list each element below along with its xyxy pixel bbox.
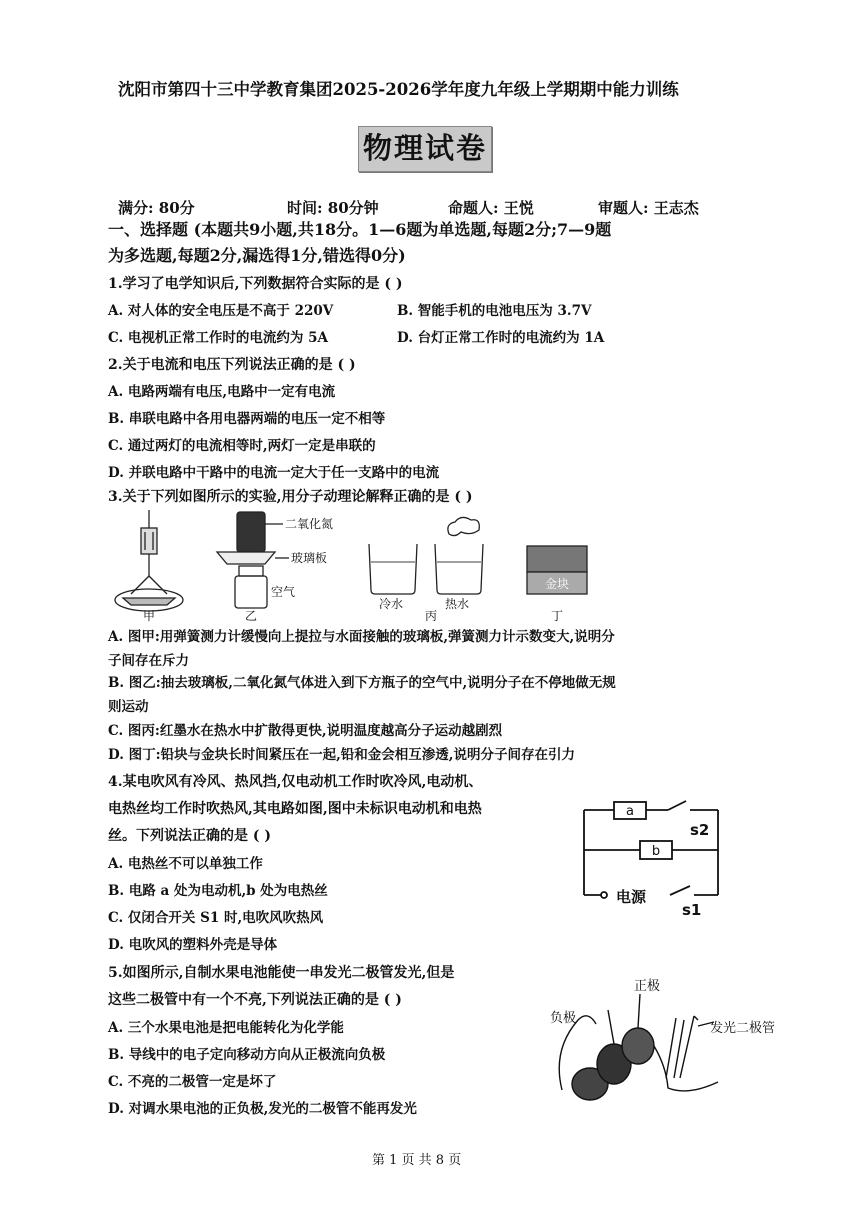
q2-option-a: A. 电路两端有电压,电路中一定有电流 xyxy=(108,384,336,400)
q4-option-a: A. 电热丝不可以单独工作 xyxy=(108,856,263,872)
label-yi: 乙 xyxy=(244,609,258,623)
q1-option-d: D. 台灯正常工作时的电流约为 1A xyxy=(397,330,605,346)
circuit-label-b: b xyxy=(651,844,661,859)
q4-stem-line1: 4.某电吹风有冷风、热风挡,仅电动机工作时吹冷风,电动机、 xyxy=(108,774,483,790)
label-bing: 丙 xyxy=(424,609,438,623)
label-no2: 二氧化氮 xyxy=(285,517,334,531)
q5-stem-line1: 5.如图所示,自制水果电池能使一串发光二极管发光,但是 xyxy=(108,965,455,981)
q4-circuit-diagram xyxy=(578,795,738,920)
q5-stem-line2: 这些二极管中有一个不亮,下列说法正确的是 ( ) xyxy=(108,992,402,1008)
question-reviewer: 审题人: 王志杰 xyxy=(598,199,699,217)
label-cold: 冷水 xyxy=(379,597,404,611)
q3-stem: 3.关于下列如图所示的实验,用分子动理论解释正确的是 ( ) xyxy=(108,489,473,505)
figure-bing xyxy=(369,517,483,623)
q2-stem: 2.关于电流和电压下列说法正确的是 ( ) xyxy=(108,357,356,373)
q3-option-b-line2: 则运动 xyxy=(108,699,149,715)
q3-option-a-line1: A. 图甲:用弹簧测力计缓慢向上提拉与水面接触的玻璃板,弹簧测力计示数变大,说明分 xyxy=(108,629,615,645)
figure-jia xyxy=(115,510,183,623)
q5-option-b: B. 导线中的电子定向移动方向从正极流向负极 xyxy=(108,1047,386,1063)
exam-title: 物理试卷 xyxy=(362,131,487,165)
label-jia: 甲 xyxy=(142,609,156,623)
q1-option-c: C. 电视机正常工作时的电流约为 5A xyxy=(108,330,328,346)
q3-figures xyxy=(115,510,615,623)
q2-option-b: B. 串联电路中各用电器两端的电压一定不相等 xyxy=(108,411,386,427)
q2-option-c: C. 通过两灯的电流相等时,两灯一定是串联的 xyxy=(108,438,376,454)
q2-option-d: D. 并联电路中干路中的电流一定大于任一支路中的电流 xyxy=(108,465,440,481)
q5-option-c: C. 不亮的二极管一定是坏了 xyxy=(108,1074,277,1090)
full-score: 满分: 80分 xyxy=(118,199,195,217)
q4-stem-line3: 丝。下列说法正确的是 ( ) xyxy=(108,828,271,844)
circuit-label-s1: s1 xyxy=(682,901,702,919)
exam-title-box xyxy=(358,126,492,172)
q3-option-c: C. 图丙:红墨水在热水中扩散得更快,说明温度越高分子运动越剧烈 xyxy=(108,723,503,739)
q3-option-d: D. 图丁:铅块与金块长时间紧压在一起,铅和金会相互渗透,说明分子间存在引力 xyxy=(108,747,576,763)
label-air: 空气 xyxy=(271,585,296,599)
q3-option-b-line1: B. 图乙:抽去玻璃板,二氧化氮气体进入到下方瓶子的空气中,说明分子在不停地做无规 xyxy=(108,675,616,691)
label-negative: 负极 xyxy=(550,1011,577,1026)
label-ding: 丁 xyxy=(550,609,564,623)
q3-option-a-line2: 子间存在斥力 xyxy=(108,653,189,669)
q5-option-a: A. 三个水果电池是把电能转化为化学能 xyxy=(108,1020,344,1036)
question-author: 命题人: 王悦 xyxy=(448,199,534,217)
school-header: 沈阳市第四十三中学教育集团2025-2026学年度九年级上学期期中能力训练 xyxy=(118,80,679,99)
q4-option-c: C. 仅闭合开关 S1 时,电吹风吹热风 xyxy=(108,910,324,926)
figure-ding xyxy=(527,546,587,623)
label-gold: 金块 xyxy=(544,577,570,591)
q1-option-a: A. 对人体的安全电压是不高于 220V xyxy=(108,303,334,319)
circuit-label-power: 电源 xyxy=(616,888,647,906)
q4-stem-line2: 电热丝均工作时吹热风,其电路如图,图中未标识电动机和电热 xyxy=(108,801,482,817)
circuit-label-s2: s2 xyxy=(690,821,710,839)
q4-option-b: B. 电路 a 处为电动机,b 处为电热丝 xyxy=(108,883,328,899)
label-led: 发光二极管 xyxy=(710,1021,776,1036)
label-hot: 热水 xyxy=(445,597,470,611)
q1-option-b: B. 智能手机的电池电压为 3.7V xyxy=(397,303,592,319)
label-glass: 玻璃板 xyxy=(291,551,328,565)
figure-yi xyxy=(217,512,333,623)
page-number: 第 1 页 共 8 页 xyxy=(372,1153,462,1168)
exam-time: 时间: 80分钟 xyxy=(287,199,379,217)
q5-option-d: D. 对调水果电池的正负极,发光的二极管不能再发光 xyxy=(108,1101,417,1117)
q4-option-d: D. 电吹风的塑料外壳是导体 xyxy=(108,937,278,953)
section-heading-line2: 为多选题,每题2分,漏选得1分,错选得0分) xyxy=(108,246,406,265)
label-positive: 正极 xyxy=(634,979,661,994)
q5-fruit-battery-figure xyxy=(548,980,798,1110)
circuit-label-a: a xyxy=(626,804,634,819)
section-heading-line1: 一、选择题 (本题共9小题,共18分。1—6题为单选题,每题2分;7—9题 xyxy=(108,220,612,239)
q1-stem: 1.学习了电学知识后,下列数据符合实际的是 ( ) xyxy=(108,276,403,292)
